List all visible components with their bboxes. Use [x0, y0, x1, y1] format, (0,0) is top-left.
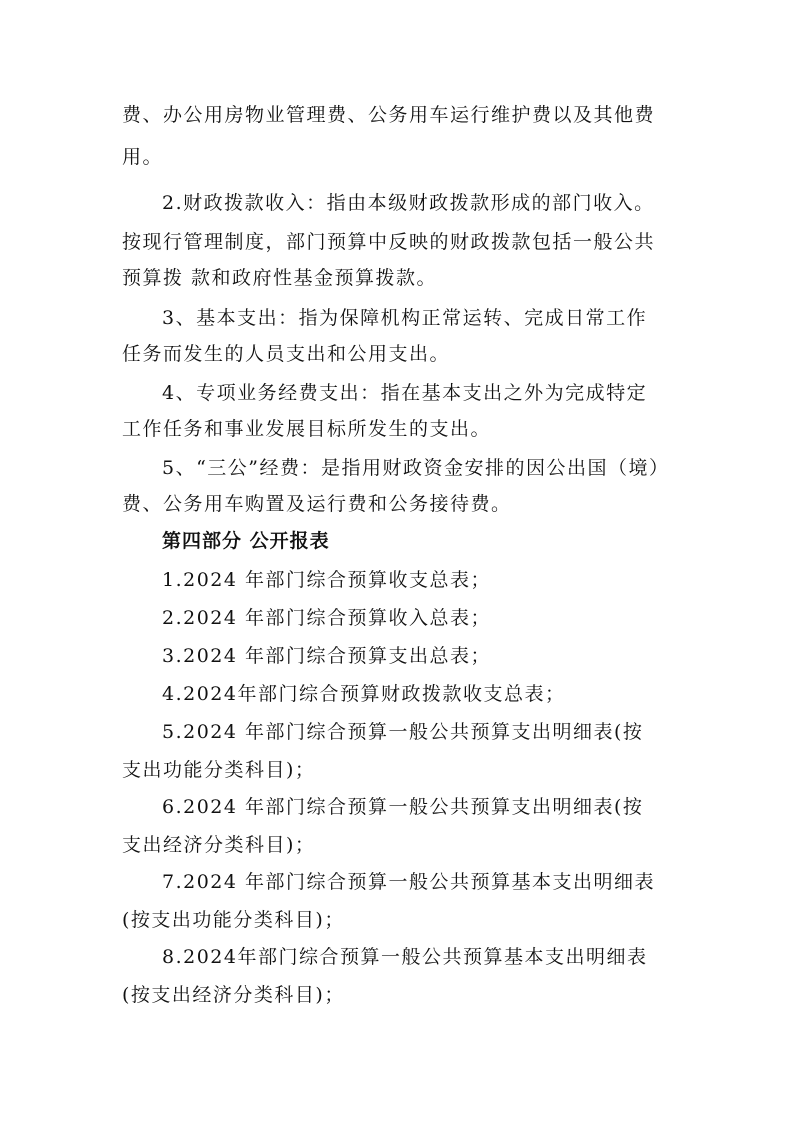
report-list-item: 8.2024年部门综合预算一般公共预算基本支出明细表: [162, 946, 648, 968]
report-list-item: 5.2024 年部门综合预算一般公共预算支出明细表(按: [162, 721, 644, 743]
report-list-item: 7.2024 年部门综合预算一般公共预算基本支出明细表: [162, 871, 656, 893]
paragraph-line: (按支出功能分类科目)；: [122, 909, 345, 931]
report-list-item: 1.2024 年部门综合预算收支总表；: [162, 569, 492, 591]
paragraph-line: 按现行管理制度，部门预算中反映的财政拨款包括一般公共: [122, 231, 656, 253]
paragraph-line: (按支出经济分类科目)；: [122, 984, 345, 1006]
paragraph-line: 用。: [122, 146, 164, 168]
paragraph-line: 工作任务和事业发展目标所发生的支出。: [122, 418, 492, 440]
report-list-item: 3.2024 年部门综合预算支出总表；: [162, 645, 492, 667]
definition-item: 4、专项业务经费支出：指在基本支出之外为完成特定: [162, 382, 648, 404]
report-list-item: 6.2024 年部门综合预算一般公共预算支出明细表(按: [162, 796, 644, 818]
paragraph-line: 支出功能分类科目)；: [122, 759, 316, 781]
report-list-item: 2.2024 年部门综合预算收入总表；: [162, 607, 492, 629]
report-list-item: 4.2024年部门综合预算财政拨款收支总表；: [162, 683, 566, 705]
definition-item: 3、基本支出：指为保障机构正常运转、完成日常工作: [162, 307, 648, 329]
definition-item: 5、“三公”经费：是指用财政资金安排的因公出国（境）: [162, 457, 670, 479]
paragraph-line: 预算拨 款和政府性基金预算拨款。: [122, 267, 438, 289]
section-heading: 第四部分 公开报表: [162, 530, 330, 552]
paragraph-line: 支出经济分类科目)；: [122, 834, 316, 856]
paragraph-line: 任务而发生的人员支出和公用支出。: [122, 343, 451, 365]
paragraph-line: 费、办公用房物业管理费、公务用车运行维护费以及其他费: [122, 104, 656, 126]
paragraph-line: 费、公务用车购置及运行费和公务接待费。: [122, 493, 512, 515]
definition-item: 2.财政拨款收入：指由本级财政拨款形成的部门收入。: [162, 192, 655, 214]
